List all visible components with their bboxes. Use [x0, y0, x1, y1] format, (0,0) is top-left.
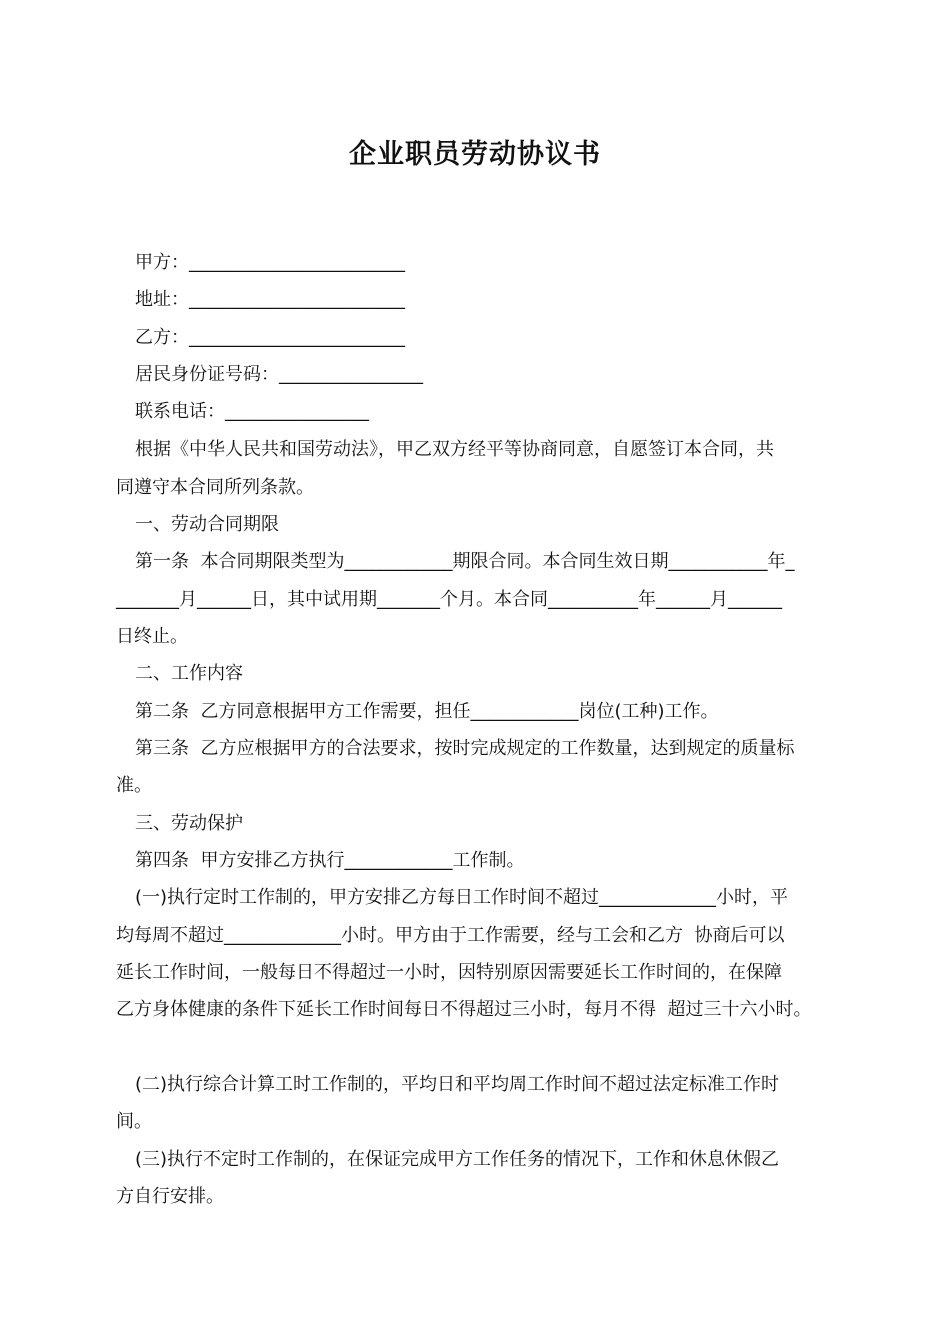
- clause-3-line-1: (三)执行不定时工作制的，在保证完成甲方工作任务的情况下，工作和休息休假乙: [135, 1149, 780, 1170]
- party-a-line: 甲方：________________________: [135, 252, 405, 273]
- document-title: 企业职员劳动协议书: [349, 139, 601, 170]
- preamble-line-1: 根据《中华人民共和国劳动法》，甲乙双方经平等协商同意，自愿签订本合同，共: [135, 439, 774, 460]
- clause-1-line-4: 乙方身体健康的条件下延长工作时间每日不得超过三小时，每月不得 超过三十六小时。: [116, 999, 812, 1020]
- article-1-line-1: 第一条 本合同期限类型为____________期限合同。本合同生效日期___________年_: [135, 551, 795, 572]
- clause-2-line-2: 间。: [116, 1111, 152, 1132]
- article-4-line: 第四条 甲方安排乙方执行____________工作制。: [135, 850, 525, 871]
- article-3-line-2: 准。: [116, 775, 152, 796]
- article-1-line-3: 日终止。: [116, 626, 188, 647]
- article-2-line: 第二条 乙方同意根据甲方工作需要，担任____________岗位(工种)工作。: [135, 701, 719, 722]
- clause-2-line-1: (二)执行综合计算工时工作制的，平均日和平均周工作时间不超过法定标准工作时: [135, 1074, 780, 1095]
- phone-line: 联系电话：________________: [135, 401, 369, 422]
- clause-1-line-1: (一)执行定时工作制的，甲方安排乙方每日工作时间不超过_____________小时，平: [135, 887, 789, 908]
- clause-3-line-2: 方自行安排。: [116, 1186, 224, 1207]
- address-line: 地址：________________________: [135, 289, 405, 310]
- section-heading-3: 三、劳动保护: [135, 813, 243, 834]
- id-number-line: 居民身份证号码：________________: [135, 364, 423, 385]
- clause-1-line-2: 均每周不超过_____________小时。甲方由于工作需要，经与工会和乙方 协商后可以: [116, 925, 785, 946]
- section-heading-1: 一、劳动合同期限: [135, 514, 279, 535]
- article-1-line-2: _______月______日，其中试用期_______个月。本合同__________年______月______: [116, 589, 782, 610]
- party-b-line: 乙方：________________________: [135, 327, 405, 348]
- section-heading-2: 二、工作内容: [135, 663, 243, 684]
- clause-1-line-3: 延长工作时间，一般每日不得超过一小时，因特别原因需要延长工作时间的，在保障: [116, 962, 782, 983]
- article-3-line-1: 第三条 乙方应根据甲方的合法要求，按时完成规定的工作数量，达到规定的质量标: [135, 738, 795, 759]
- preamble-line-2: 同遵守本合同所列条款。: [116, 477, 314, 498]
